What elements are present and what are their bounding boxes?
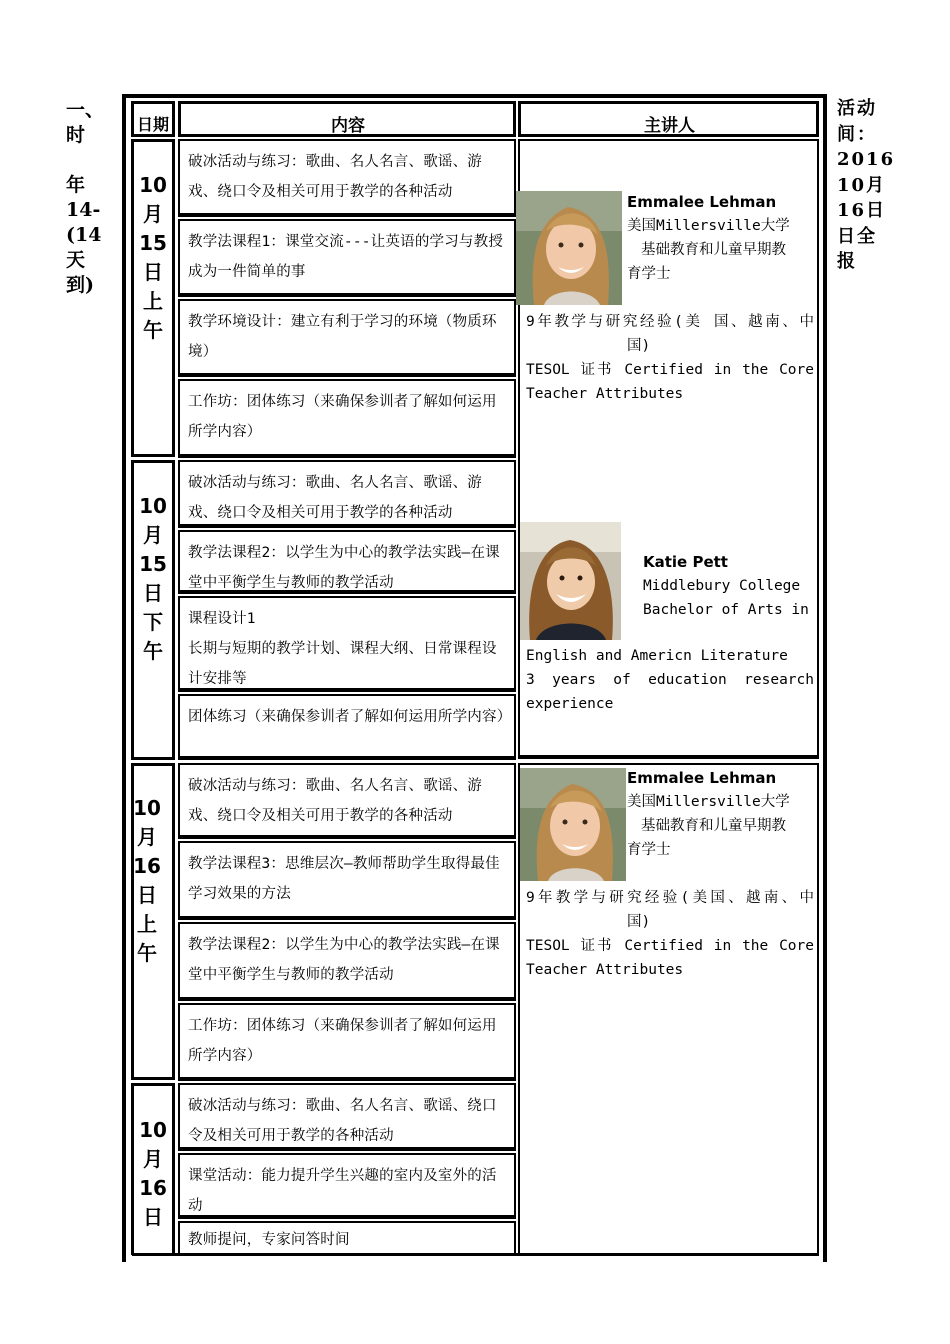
header-date: 日期	[137, 115, 170, 134]
speaker-degree: Bachelor of Arts in	[643, 602, 809, 618]
speaker-experience: 国)	[627, 338, 651, 354]
right-margin-line: 16日	[837, 200, 887, 221]
session-cell: 教学法课程2：以学生为中心的教学法实践—在课堂中平衡学生与教师的教学活动	[178, 922, 516, 1001]
date-label: 10 月 16 日	[139, 1118, 167, 1229]
speaker-experience: 3 years of education research	[526, 672, 814, 688]
left-margin-line: 时	[66, 124, 86, 146]
session-cell	[178, 596, 516, 692]
speaker-certificate: Teacher Attributes	[526, 386, 684, 402]
right-margin-line: 日全	[837, 225, 877, 247]
speaker-experience: experience	[526, 696, 614, 712]
speaker-photo-katie	[520, 522, 621, 640]
session-cell: 工作坊：团体练习（来确保参训者了解如何运用所学内容）	[178, 379, 516, 458]
session-cell: 教学环境设计：建立有利于学习的环境（物质环境）	[178, 299, 516, 377]
left-margin-line: 天	[66, 249, 86, 271]
speaker-certificate: Teacher Attributes	[526, 962, 684, 978]
session-title: 课程设计1	[188, 611, 256, 627]
speaker-photo-emmalee	[520, 768, 626, 881]
right-margin-line: 报	[837, 251, 857, 272]
left-margin-line: 14-	[66, 199, 101, 221]
session-cell: 破冰活动与练习：歌曲、名人名言、歌谣、游戏、绕口令及相关可用于教学的各种活动	[178, 139, 516, 217]
left-margin-line: 年	[66, 174, 86, 196]
speaker-experience: 国)	[627, 914, 651, 930]
speaker-certificate: TESOL 证书 Certified in the Core	[526, 938, 814, 954]
speaker-experience: 9年教学与研究经验(美 国、越南、中	[526, 314, 814, 330]
header-speaker: 主讲人	[644, 116, 695, 136]
date-label: 10 月 16 日 上 午	[133, 796, 161, 965]
speaker-school: 美国Millersville大学	[627, 794, 790, 810]
speaker-name: Emmalee Lehman	[627, 769, 777, 787]
right-margin-line: 间：	[837, 123, 877, 145]
right-margin-text	[837, 96, 896, 275]
session-cell: 团体练习（来确保参训者了解如何运用所学内容）	[178, 694, 516, 760]
header-speaker-cell	[518, 101, 819, 137]
speaker-name: Emmalee Lehman	[627, 193, 777, 211]
session-cell: 课堂活动：能力提升学生兴趣的室内及室外的活动	[178, 1153, 516, 1219]
header-date-cell	[131, 101, 175, 137]
header-content-cell	[178, 101, 516, 137]
left-margin-line: 到)	[66, 274, 94, 296]
session-cell: 教师提问，专家问答时间	[178, 1221, 516, 1255]
right-margin-line: 10月	[837, 174, 887, 196]
speaker-school: 美国Millersville大学	[627, 218, 790, 234]
session-cell: 教学法课程2：以学生为中心的教学法实践—在课堂中平衡学生与教师的教学活动	[178, 530, 516, 594]
left-margin-line: 一、	[66, 99, 105, 121]
speaker-certificate: TESOL 证书 Certified in the Core	[526, 362, 814, 378]
bottom-rule	[132, 1253, 819, 1256]
speaker-name: Katie Pett	[643, 553, 728, 571]
session-detail: 长期与短期的教学计划、课程大纲、日常课程设计安排等	[188, 641, 497, 687]
session-cell: 教学法课程3：思维层次—教师帮助学生取得最佳学习效果的方法	[178, 841, 516, 920]
session-cell: 破冰活动与练习：歌曲、名人名言、歌谣、绕口令及相关可用于教学的各种活动	[178, 1083, 516, 1151]
speaker-degree: 基础教育和儿童早期教	[641, 818, 786, 834]
left-margin-line: (14	[66, 224, 102, 246]
date-label: 10 月 15 日 上 午	[139, 173, 167, 342]
speaker-experience: 9年教学与研究经验(美国、越南、中	[526, 890, 814, 906]
session-cell: 工作坊：团体练习（来确保参训者了解如何运用所学内容）	[178, 1003, 516, 1081]
speaker-school: Middlebury College	[643, 578, 801, 594]
header-content: 内容	[331, 116, 365, 136]
date-label: 10 月 15 日 下 午	[139, 494, 167, 663]
speaker-degree: 育学士	[627, 842, 671, 858]
session-cell: 破冰活动与练习：歌曲、名人名言、歌谣、游戏、绕口令及相关可用于教学的各种活动	[178, 460, 516, 528]
session-cell: 破冰活动与练习：歌曲、名人名言、歌谣、游戏、绕口令及相关可用于教学的各种活动	[178, 763, 516, 839]
speaker-degree: English and Americn Literature	[526, 648, 788, 664]
left-margin-text	[66, 98, 106, 298]
session-cell: 教学法课程1：课堂交流---让英语的学习与教授成为一件简单的事	[178, 219, 516, 297]
speaker-degree: 基础教育和儿童早期教	[641, 242, 786, 258]
right-margin-line: 活动	[837, 98, 877, 119]
right-margin-line: 2016	[837, 149, 896, 170]
speaker-degree: 育学士	[627, 266, 671, 282]
speaker-photo-emmalee	[516, 191, 622, 305]
